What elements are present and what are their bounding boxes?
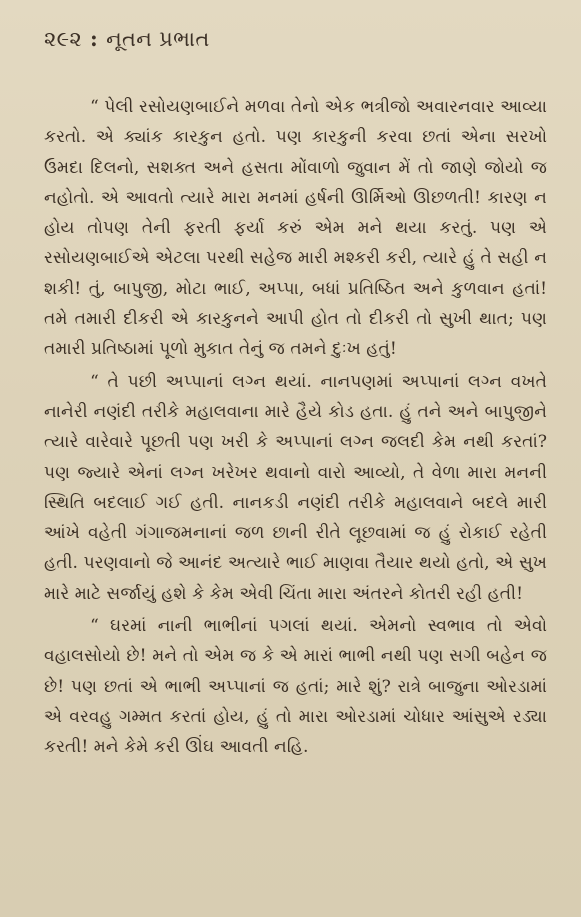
page-number: ૨૯૨ xyxy=(44,27,82,51)
paragraph: “ તે પછી અપ્પાનાં લગ્ન થયાં. નાનપણમાં અપ્પાનાં લગ્ન વખતે નાનેરી નણંદી તરીકે મહાલવાના મારે હૈયે કોડ હતા. હું તને અને બાપુજીને ત્યારે વારેવારે પૂછતી પણ ખરી કે અપ્પાનાં લગ્ન જલદી કેમ નથી કરતાં? પણ જ્યારે એનાં લગ્ન ખરેખર થવાનો વારો આવ્યો, તે વેળા મારા મનની સ્થિતિ બદલાઈ ગઈ હતી. નાનકડી નણંદી તરીકે મહાલવાને બદલે મારી આંખે વહેતી ગંગાજમનાનાં જળ છાની રીતે લૂછવામાં જ હું રોકાઈ રહેતી હતી. પરણવાનો જે આનંદ અત્યારે ભાઈ માણવા તૈયાર થયો હતો, એ સુખ મારે માટે સર્જાયું હશે કે કેમ એવી ચિંતા મારા અંતરને કોતરી રહી હતી! xyxy=(44,371,547,604)
page-header xyxy=(44,26,547,52)
paragraph: “ ઘરમાં નાની ભાભીનાં પગલાં થયાં. એમનો સ્વભાવ તો એવો વહાલસોયો છે! મને તો એમ જ કે એ મારાં ભાભી નથી પણ સગી બહેન જ છે! પણ છતાં એ ભાભી અપ્પાનાં જ હતાં; મારે શું? રાત્રે બાજુના ઓરડામાં એ વરવહુ ગમ્મત કરતાં હોય, હું તો મારા ઓરડામાં ચોધાર આંસુએ રડ્યા કરતી! મને કેમે કરી ઊંઘ આવતી નહિ. xyxy=(44,616,547,758)
header-separator: : xyxy=(90,26,99,51)
book-title: નૂતન પ્રભાત xyxy=(106,27,210,51)
paragraph: “ પેલી રસોયણબાઈને મળવા તેનો એક ભત્રીજો અવારનવાર આવ્યા કરતો. એ ક્યાંક કારકુન હતો. પણ કારકુની કરવા છતાં એના સરખો ઉમદા દિલનો, સશક્ત અને હસતા મોંવાળો જુવાન મેં તો જાણે જોયો જ નહોતો. એ આવતો ત્યારે મારા મનમાં હર્ષની ઊર્મિઓ ઊછળતી! કારણ ન હોય તોપણ તેની ફરતી ફર્યા કરું એમ મને થયા કરતું. પણ એ રસોયણબાઈએ એટલા પરથી સહેજ મારી મશ્કરી કરી, ત્યારે હું તે સહી ન શકી! તું, બાપુજી, મોટા ભાઈ, અપ્પા, બધાં પ્રતિષ્ઠિત અને કુળવાન હતાં! તમે તમારી દીકરી એ કારકુનને આપી હોત તો દીકરી તો સુખી થાત; પણ તમારી પ્રતિષ્ઠામાં પૂળો મુકાત તેનું જ તમને દુઃખ હતું! xyxy=(44,97,547,360)
